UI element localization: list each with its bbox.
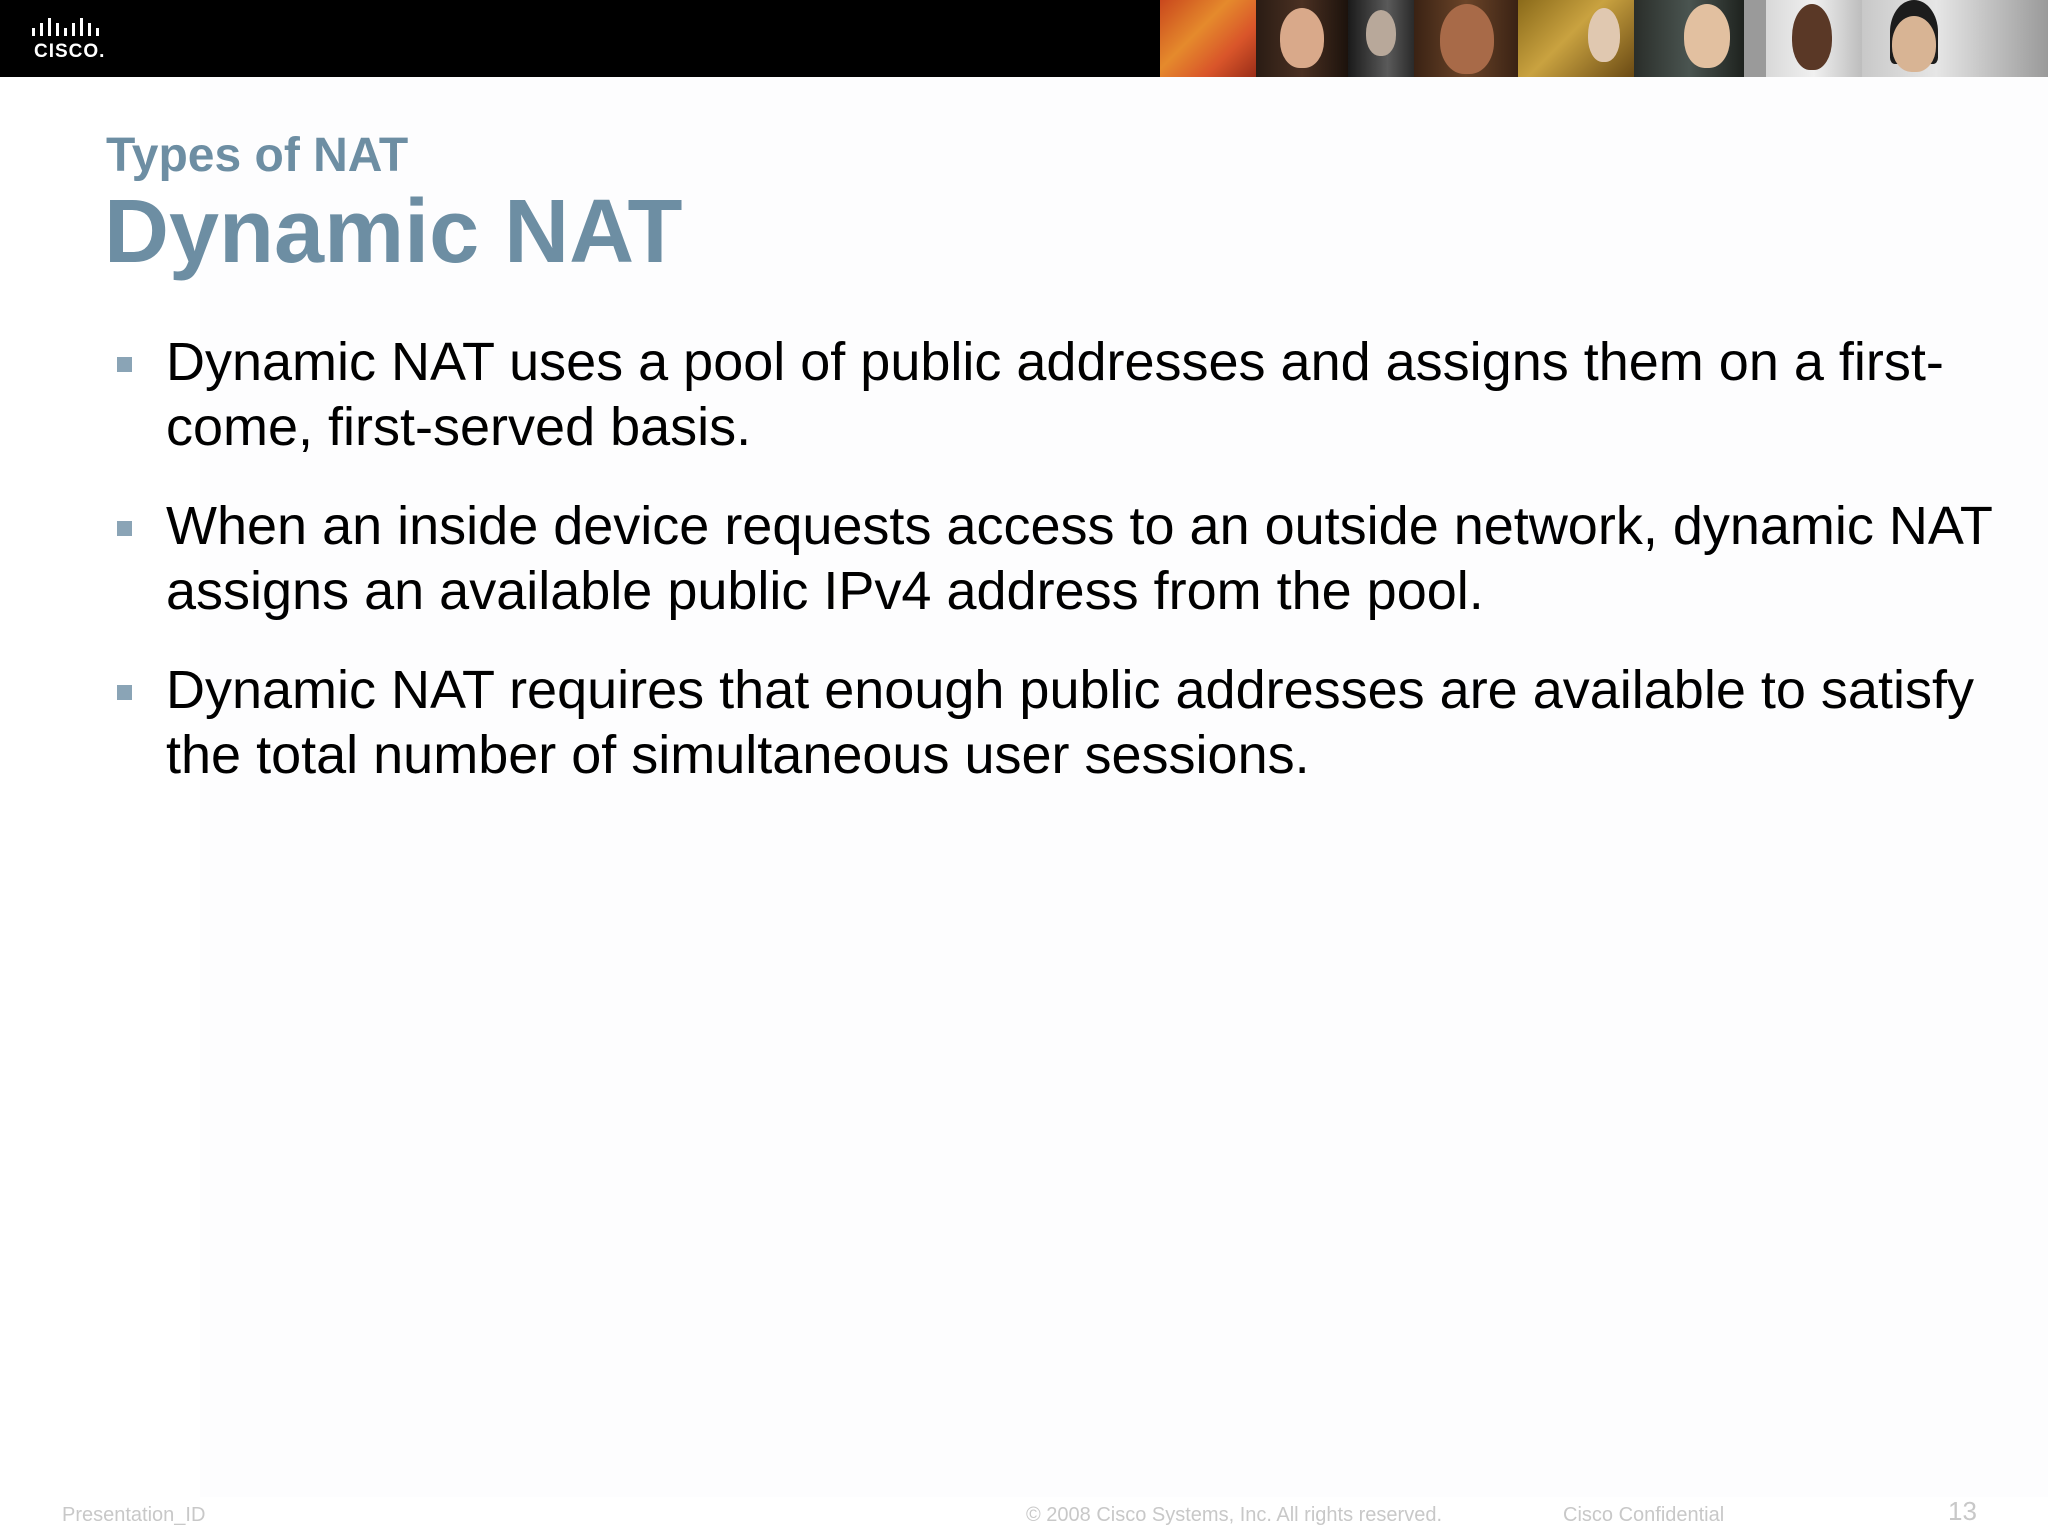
- footer-copyright: © 2008 Cisco Systems, Inc. All rights reserved.: [1026, 1504, 1443, 1526]
- bullet-item: [0, 330, 2048, 460]
- bullet-list: [0, 330, 2048, 822]
- footer-presentation-id: Presentation_ID: [62, 1504, 206, 1526]
- logo-text: CISCO.: [34, 41, 106, 62]
- header-photo-strip: [1160, 0, 2048, 77]
- slide-subtitle: Types of NAT: [106, 129, 409, 182]
- photo-tile: [1414, 0, 1518, 77]
- cisco-bridge-icon: [30, 14, 114, 40]
- bullet-text: Dynamic NAT uses a pool of public addresses and assigns them on a first-come, first-served basis.: [166, 332, 1944, 457]
- cisco-logo: [30, 14, 120, 64]
- photo-tile: [1862, 0, 2048, 77]
- photo-tile: [1634, 0, 1744, 77]
- photo-tile: [1744, 0, 1766, 77]
- page-number: 13: [1948, 1496, 1977, 1526]
- bullet-item: [0, 658, 2048, 788]
- photo-tile: [1348, 0, 1414, 77]
- photo-tile: [1160, 0, 1256, 77]
- bullet-item: [0, 494, 2048, 624]
- footer-confidential: Cisco Confidential: [1563, 1504, 1725, 1526]
- photo-tile: [1766, 0, 1862, 77]
- slide-title: Dynamic NAT: [104, 182, 683, 282]
- square-bullet-icon: [117, 357, 132, 372]
- bullet-text: Dynamic NAT requires that enough public addresses are available to satisfy the total number of simultaneous user sessions.: [166, 660, 1974, 785]
- square-bullet-icon: [117, 685, 132, 700]
- photo-tile: [1518, 0, 1634, 77]
- square-bullet-icon: [117, 521, 132, 536]
- photo-tile: [1256, 0, 1348, 77]
- bullet-text: When an inside device requests access to an outside network, dynamic NAT assigns an available public IPv4 address from the pool.: [166, 496, 1992, 621]
- header-bar: [0, 0, 2048, 77]
